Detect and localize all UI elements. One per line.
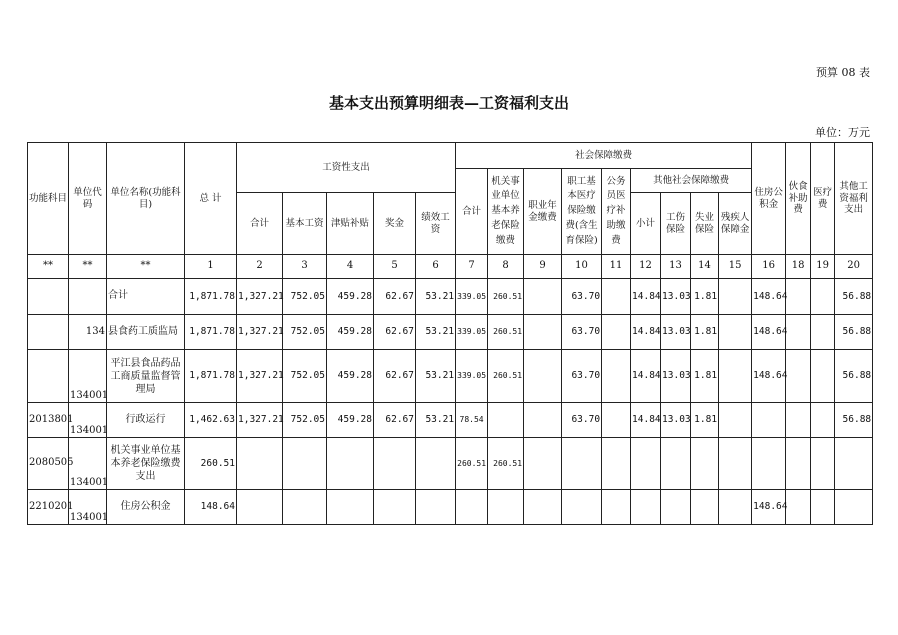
unit-name-cell: 合计	[107, 279, 185, 315]
func-code-cell	[28, 350, 69, 403]
index-cell: 7	[456, 255, 488, 279]
header-disabled: 残疾人保障金	[719, 193, 752, 255]
header-other-welfare: 其他工资福利支出	[835, 143, 873, 255]
amount-cell: 148.64	[752, 315, 786, 350]
amount-cell: 752.05	[283, 403, 327, 438]
table-row	[28, 403, 873, 438]
func-code-cell: 2080505	[28, 438, 69, 490]
amount-cell	[786, 350, 811, 403]
amount-cell: 53.21	[416, 403, 456, 438]
amount-cell	[719, 490, 752, 525]
amount-cell: 459.28	[327, 403, 374, 438]
amount-cell: 78.54	[456, 403, 488, 438]
header-unit-code: 单位代码	[69, 143, 107, 255]
header-social-group: 社会保障缴费	[456, 143, 752, 169]
index-cell: 8	[488, 255, 524, 279]
amount-cell: 62.67	[374, 403, 416, 438]
unit-name-cell: 住房公积金	[107, 490, 185, 525]
amount-cell	[602, 315, 631, 350]
table-row	[28, 490, 873, 525]
header-civil-medical: 公务员医疗补助缴费	[602, 169, 631, 255]
amount-cell	[835, 438, 873, 490]
amount-cell	[602, 490, 631, 525]
amount-cell: 459.28	[327, 279, 374, 315]
amount-cell	[327, 438, 374, 490]
index-cell: 1	[185, 255, 237, 279]
amount-cell: 260.51	[488, 279, 524, 315]
amount-cell	[661, 490, 691, 525]
amount-cell: 56.88	[835, 315, 873, 350]
unit-code-cell: 134001	[69, 490, 107, 525]
doc-code: 预算 08 表	[816, 66, 870, 79]
index-cell: 3	[283, 255, 327, 279]
header-housing-fund: 住房公积金	[752, 143, 786, 255]
amount-cell	[811, 350, 835, 403]
index-cell: 10	[562, 255, 602, 279]
func-code-cell	[28, 279, 69, 315]
amount-cell: 752.05	[283, 315, 327, 350]
amount-cell	[786, 490, 811, 525]
func-code-cell: 2013801	[28, 403, 69, 438]
amount-cell	[835, 490, 873, 525]
amount-cell: 14.84	[631, 279, 661, 315]
table-row	[28, 279, 873, 315]
amount-cell: 1,327.21	[237, 403, 283, 438]
unit-code-cell: 134001	[69, 403, 107, 438]
amount-cell	[661, 438, 691, 490]
header-injury: 工伤保险	[661, 193, 691, 255]
amount-cell	[719, 403, 752, 438]
header-annuity: 职业年金缴费	[524, 169, 562, 255]
amount-cell	[786, 403, 811, 438]
header-wage-group: 工资性支出	[237, 143, 456, 193]
amount-cell	[562, 490, 602, 525]
amount-cell: 13.03	[661, 279, 691, 315]
header-meal: 伙食补助费	[786, 143, 811, 255]
unit-code-cell	[69, 279, 107, 315]
budget-table	[27, 142, 873, 525]
unit-name-cell: 机关事业单位基本养老保险缴费支出	[107, 438, 185, 490]
amount-cell	[811, 403, 835, 438]
index-cell: **	[28, 255, 69, 279]
amount-cell: 1,327.21	[237, 315, 283, 350]
amount-cell	[374, 490, 416, 525]
amount-cell	[416, 438, 456, 490]
amount-cell: 62.67	[374, 350, 416, 403]
amount-cell	[786, 279, 811, 315]
amount-cell	[602, 438, 631, 490]
amount-cell	[811, 438, 835, 490]
amount-cell	[602, 279, 631, 315]
amount-cell	[524, 403, 562, 438]
amount-cell: 459.28	[327, 315, 374, 350]
amount-cell	[524, 350, 562, 403]
amount-cell: 752.05	[283, 350, 327, 403]
unit-code-cell: 134	[69, 315, 107, 350]
amount-cell: 63.70	[562, 279, 602, 315]
amount-cell	[416, 490, 456, 525]
index-cell: 18	[786, 255, 811, 279]
amount-cell: 63.70	[562, 350, 602, 403]
amount-cell: 1,327.21	[237, 279, 283, 315]
amount-cell	[524, 490, 562, 525]
amount-cell	[562, 438, 602, 490]
unit-name-cell: 县食药工质监局	[107, 315, 185, 350]
header-other-group: 其他社会保障缴费	[631, 169, 752, 193]
index-cell: 5	[374, 255, 416, 279]
amount-cell	[283, 490, 327, 525]
index-cell: 14	[691, 255, 719, 279]
index-cell: 12	[631, 255, 661, 279]
amount-cell: 14.84	[631, 315, 661, 350]
amount-cell: 459.28	[327, 350, 374, 403]
amount-cell: 339.05	[456, 279, 488, 315]
amount-cell: 53.21	[416, 350, 456, 403]
amount-cell: 53.21	[416, 279, 456, 315]
amount-cell	[752, 438, 786, 490]
amount-cell: 260.51	[488, 438, 524, 490]
amount-cell	[719, 279, 752, 315]
amount-cell	[488, 490, 524, 525]
header-func-code: 功能科目	[28, 143, 69, 255]
amount-cell	[811, 490, 835, 525]
header-row-1	[28, 143, 873, 169]
amount-cell: 56.88	[835, 279, 873, 315]
header-total: 总 计	[185, 143, 237, 255]
amount-cell	[691, 490, 719, 525]
unit-code-cell: 134001	[69, 350, 107, 403]
header-unit-name: 单位名称(功能科目)	[107, 143, 185, 255]
header-other-subtotal: 小计	[631, 193, 661, 255]
amount-cell: 63.70	[562, 315, 602, 350]
total-cell: 260.51	[185, 438, 237, 490]
amount-cell: 62.67	[374, 315, 416, 350]
amount-cell: 14.84	[631, 403, 661, 438]
header-medical-fee: 医疗费	[811, 143, 835, 255]
amount-cell: 56.88	[835, 403, 873, 438]
amount-cell: 339.05	[456, 350, 488, 403]
header-social-total: 合计	[456, 169, 488, 255]
amount-cell: 339.05	[456, 315, 488, 350]
amount-cell	[691, 438, 719, 490]
index-cell: 4	[327, 255, 374, 279]
amount-cell: 148.64	[752, 350, 786, 403]
total-cell: 1,462.63	[185, 403, 237, 438]
index-cell: 20	[835, 255, 873, 279]
amount-cell	[524, 315, 562, 350]
total-cell: 1,871.78	[185, 350, 237, 403]
index-cell: 11	[602, 255, 631, 279]
amount-cell	[631, 438, 661, 490]
amount-cell: 260.51	[456, 438, 488, 490]
header-wage-total: 合计	[237, 193, 283, 255]
header-bonus: 奖金	[374, 193, 416, 255]
index-cell: 6	[416, 255, 456, 279]
index-cell: 15	[719, 255, 752, 279]
amount-cell: 14.84	[631, 350, 661, 403]
amount-cell: 1.81	[691, 315, 719, 350]
total-cell: 148.64	[185, 490, 237, 525]
amount-cell	[524, 279, 562, 315]
amount-cell: 53.21	[416, 315, 456, 350]
index-cell: 19	[811, 255, 835, 279]
header-allowance: 津贴补贴	[327, 193, 374, 255]
amount-cell: 148.64	[752, 279, 786, 315]
amount-cell	[602, 350, 631, 403]
amount-cell: 260.51	[488, 315, 524, 350]
unit-name-cell: 平江县食品药品工商质量监督管理局	[107, 350, 185, 403]
amount-cell	[719, 438, 752, 490]
header-medical: 职工基本医疗保险缴费(含生育保险)	[562, 169, 602, 255]
amount-cell	[327, 490, 374, 525]
amount-cell: 63.70	[562, 403, 602, 438]
amount-cell: 13.03	[661, 403, 691, 438]
index-cell: 9	[524, 255, 562, 279]
amount-cell	[811, 315, 835, 350]
amount-cell: 1,327.21	[237, 350, 283, 403]
amount-cell: 13.03	[661, 315, 691, 350]
amount-cell	[374, 438, 416, 490]
amount-cell: 1.81	[691, 403, 719, 438]
amount-cell	[488, 403, 524, 438]
amount-cell: 752.05	[283, 279, 327, 315]
index-row	[28, 255, 873, 279]
index-cell: 16	[752, 255, 786, 279]
amount-cell: 260.51	[488, 350, 524, 403]
amount-cell	[283, 438, 327, 490]
index-cell: 13	[661, 255, 691, 279]
amount-cell	[456, 490, 488, 525]
amount-cell	[524, 438, 562, 490]
total-cell: 1,871.78	[185, 315, 237, 350]
amount-cell: 1.81	[691, 350, 719, 403]
func-code-cell	[28, 315, 69, 350]
amount-cell	[786, 315, 811, 350]
unit-code-cell: 134001	[69, 438, 107, 490]
unit-name-cell: 行政运行	[107, 403, 185, 438]
amount-cell: 1.81	[691, 279, 719, 315]
table-row	[28, 315, 873, 350]
amount-cell	[719, 315, 752, 350]
header-basic-wage: 基本工资	[283, 193, 327, 255]
func-code-cell: 2210201	[28, 490, 69, 525]
unit-label: 单位：万元	[815, 126, 870, 139]
index-cell: **	[69, 255, 107, 279]
header-pension: 机关事业单位基本养老保险缴费	[488, 169, 524, 255]
amount-cell	[237, 438, 283, 490]
amount-cell	[631, 490, 661, 525]
amount-cell	[752, 403, 786, 438]
page-title: 基本支出预算明细表—工资福利支出	[328, 94, 569, 112]
header-performance: 绩效工资	[416, 193, 456, 255]
table-row	[28, 438, 873, 490]
amount-cell	[602, 403, 631, 438]
table-row	[28, 350, 873, 403]
amount-cell: 148.64	[752, 490, 786, 525]
amount-cell: 56.88	[835, 350, 873, 403]
amount-cell: 62.67	[374, 279, 416, 315]
amount-cell	[237, 490, 283, 525]
amount-cell	[719, 350, 752, 403]
amount-cell	[811, 279, 835, 315]
header-unemployment: 失业保险	[691, 193, 719, 255]
index-cell: **	[107, 255, 185, 279]
index-cell: 2	[237, 255, 283, 279]
amount-cell	[786, 438, 811, 490]
amount-cell: 13.03	[661, 350, 691, 403]
total-cell: 1,871.78	[185, 279, 237, 315]
